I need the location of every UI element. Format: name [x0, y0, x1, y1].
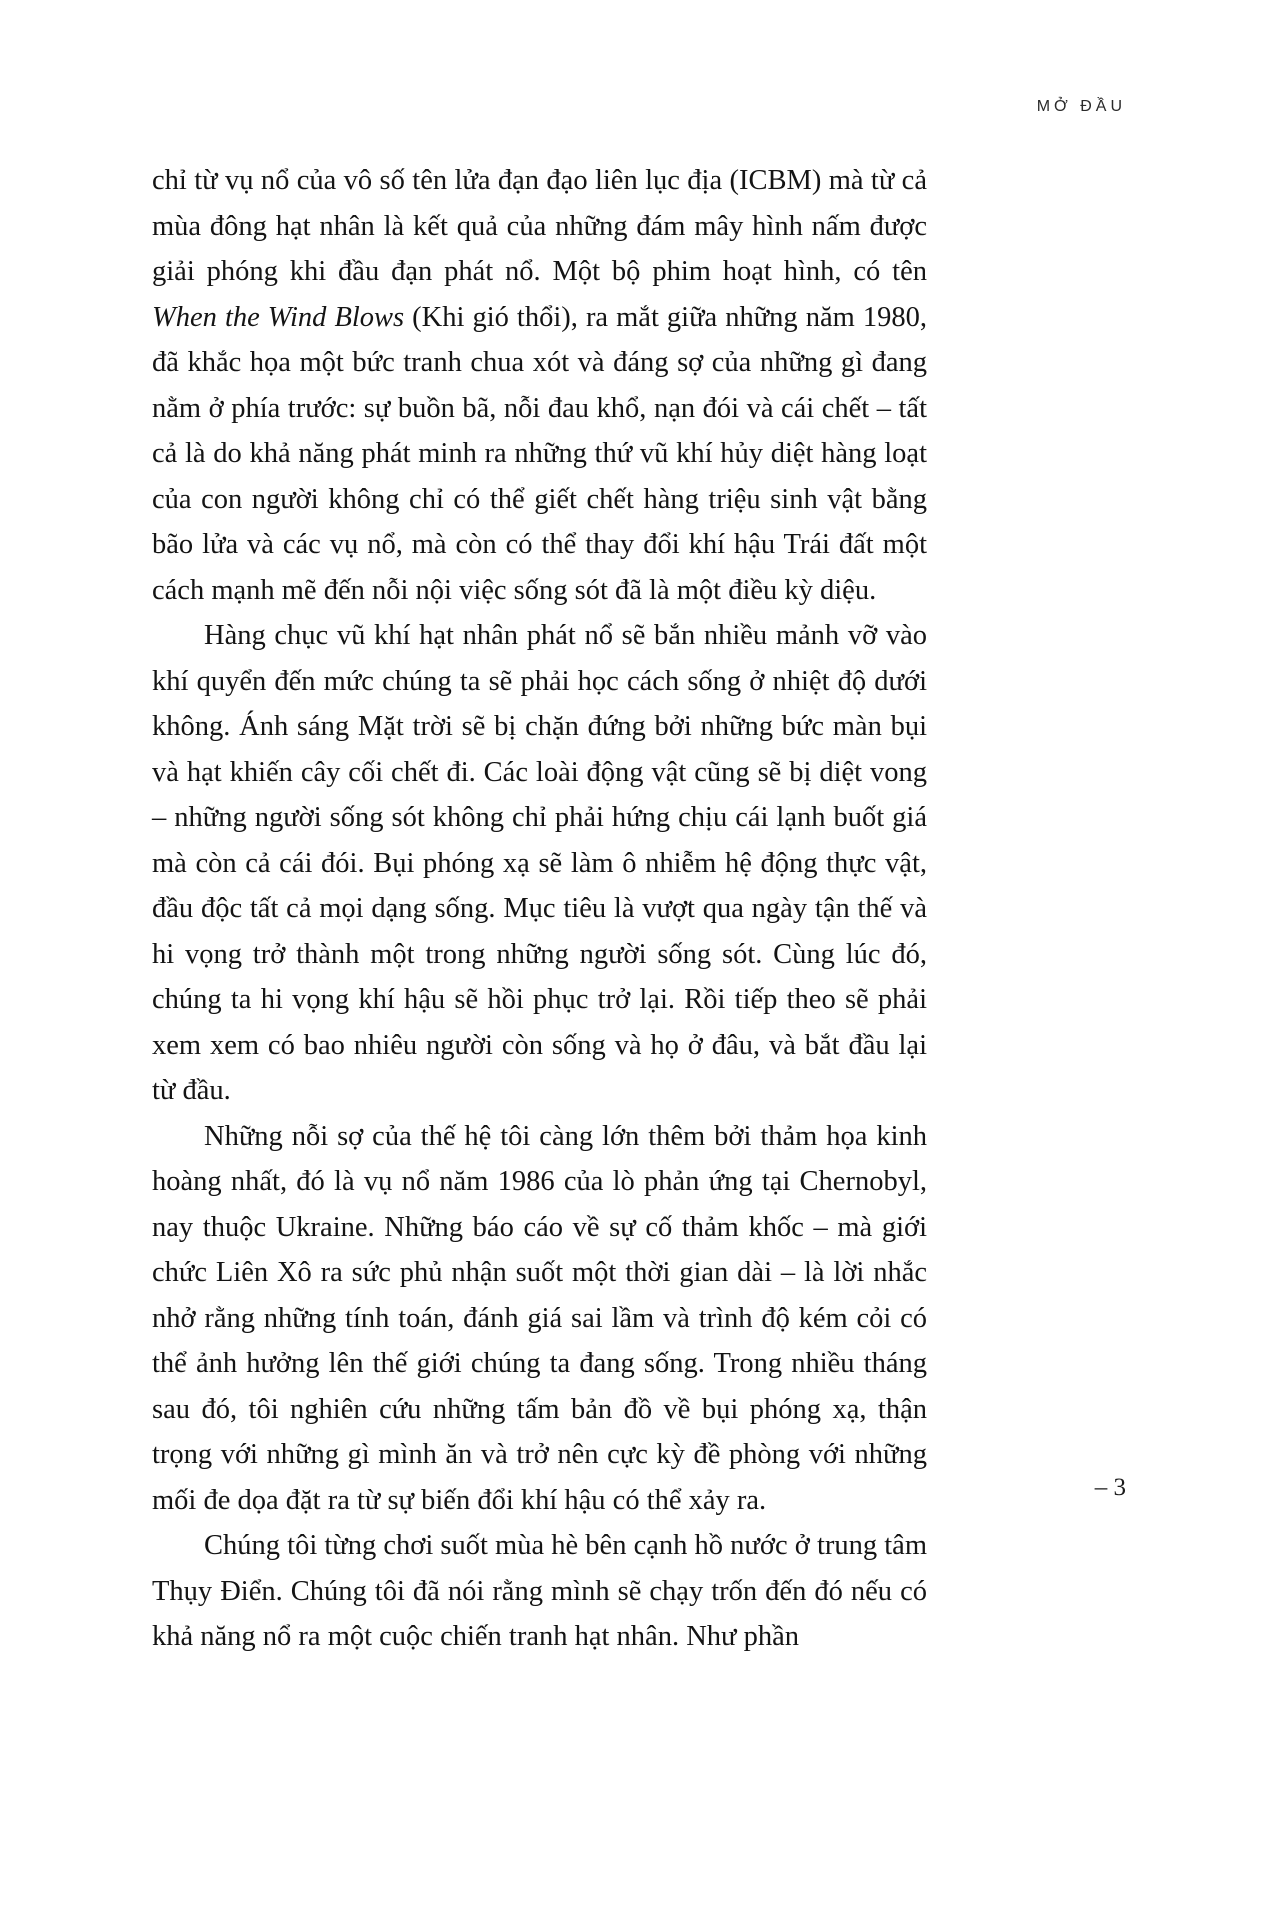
page-body-text [152, 158, 927, 1660]
paragraph: Những nỗi sợ của thế hệ tôi càng lớn thêm bởi thảm họa kinh hoàng nhất, đó là vụ nổ năm 1986 của lò phản ứng tại Chernobyl, nay thuộc Ukraine. Những báo cáo về sự cố thảm khốc – mà giới chức Liên Xô ra sức phủ nhận suốt một thời gian dài – là lời nhắc nhở rằng những tính toán, đánh giá sai lầm và trình độ kém cỏi có thể ảnh hưởng lên thế giới chúng ta đang sống. Trong nhiều tháng sau đó, tôi nghiên cứu những tấm bản đồ về bụi phóng xạ, thận trọng với những gì mình ăn và trở nên cực kỳ đề phòng với những mối đe dọa đặt ra từ sự biến đổi khí hậu có thể xảy ra. [152, 1120, 927, 1516]
paragraph: Chúng tôi từng chơi suốt mùa hè bên cạnh hồ nước ở trung tâm Thụy Điển. Chúng tôi đã nói rằng mình sẽ chạy trốn đến đó nếu có khả năng nổ ra một cuộc chiến tranh hạt nhân. Như phần [152, 1530, 927, 1652]
italic-title: When the Wind Blows [152, 301, 405, 333]
page-number: – 3 [1094, 1474, 1126, 1501]
paragraph: Hàng chục vũ khí hạt nhân phát nổ sẽ bắn nhiều mảnh vỡ vào khí quyển đến mức chúng ta sẽ phải học cách sống ở nhiệt độ dưới không. Ánh sáng Mặt trời sẽ bị chặn đứng bởi những bức màn bụi và hạt khiến cây cối chết đi. Các loài động vật cũng sẽ bị diệt vong – những người sống sót không chỉ phải hứng chịu cái lạnh buốt giá mà còn cả cái đói. Bụi phóng xạ sẽ làm ô nhiễm hệ động thực vật, đầu độc tất cả mọi dạng sống. Mục tiêu là vượt qua ngày tận thế và hi vọng trở thành một trong những người sống sót. Cùng lúc đó, chúng ta hi vọng khí hậu sẽ hồi phục trở lại. Rồi tiếp theo sẽ phải xem xem có bao nhiêu người còn sống và họ ở đâu, và bắt đầu lại từ đầu. [152, 620, 927, 1106]
running-head: MỞ ĐẦU [1036, 98, 1126, 115]
paragraph: chỉ từ vụ nổ của vô số tên lửa đạn đạo liên lục địa (ICBM) mà từ cả mùa đông hạt nhân là kết quả của những đám mây hình nấm được giải phóng khi đầu đạn phát nổ. Một bộ phim hoạt hình, có tên When the Wind Blows (Khi gió thổi), ra mắt giữa những năm 1980, đã khắc họa một bức tranh chua xót và đáng sợ của những gì đang nằm ở phía trước: sự buồn bã, nỗi đau khổ, nạn đói và cái chết – tất cả là do khả năng phát minh ra những thứ vũ khí hủy diệt hàng loạt của con người không chỉ có thể giết chết hàng triệu sinh vật bằng bão lửa và các vụ nổ, mà còn có thể thay đổi khí hậu Trái đất một cách mạnh mẽ đến nỗi nội việc sống sót đã là một điều kỳ diệu. [152, 165, 927, 606]
